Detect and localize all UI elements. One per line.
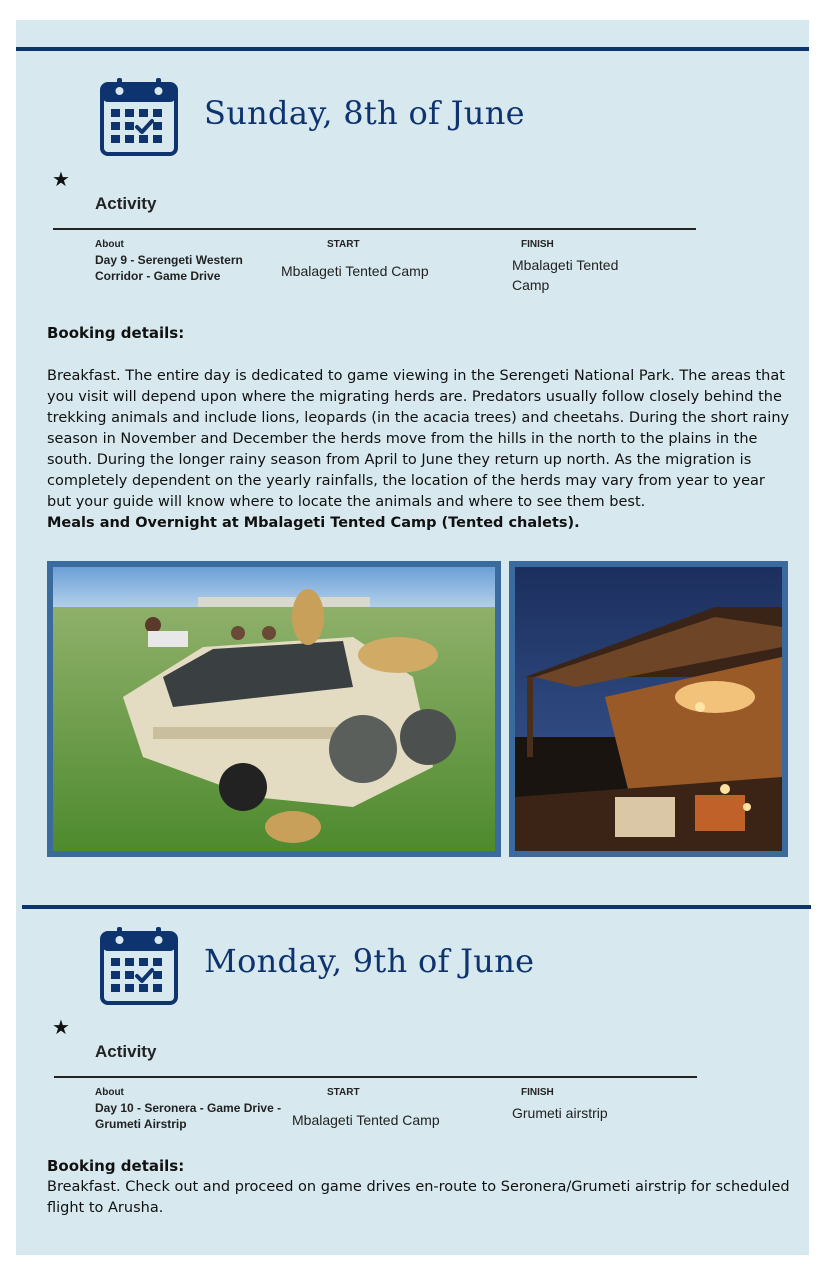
booking-description: Breakfast. Check out and proceed on game drives en-route to Seronera/Grumeti airstrip for scheduled flight to Arusha. bbox=[47, 1179, 790, 1216]
meals-text: Meals and Overnight at Mbalageti Tented Camp (Tented chalets). bbox=[47, 515, 580, 531]
calendar-check-icon bbox=[100, 925, 178, 1005]
description-text: Breakfast. The entire day is dedicated to game viewing in the Serengeti National Park. The areas that you visit will depend upon where the migrating herds are. Predators usually follow closely behind the trekking animals and include lions, leopards (in the acacia trees) and cheetahs. During the short rainy season in November and December the herds move from the hills in the north to the plains in the south. During the longer rainy season from April to June they return up north. As the migration is completely dependent on the yearly rainfalls, the location of the herds may vary from year to year but your guide will know where to locate the animals and where to see them best. bbox=[47, 368, 790, 510]
about-label: About bbox=[95, 239, 124, 250]
about-value: Day 10 - Seronera - Game Drive - Grumeti Airstrip bbox=[95, 1101, 282, 1131]
section-divider bbox=[16, 47, 809, 51]
star-icon: ★ bbox=[52, 1017, 70, 1039]
start-value: Mbalageti Tented Camp bbox=[292, 1112, 440, 1128]
finish-value: Grumeti airstrip bbox=[512, 1105, 608, 1121]
activity-heading: Activity bbox=[95, 194, 157, 213]
finish-label: FINISH bbox=[521, 1087, 554, 1098]
start-value: Mbalageti Tented Camp bbox=[281, 263, 429, 279]
start-label: START bbox=[327, 1087, 360, 1098]
day-title: Monday, 9th of June bbox=[204, 942, 535, 980]
calendar-check-icon bbox=[100, 76, 178, 156]
tented-camp-photo bbox=[509, 561, 788, 857]
booking-heading: Booking details: bbox=[47, 324, 185, 342]
day-section-2 bbox=[16, 900, 809, 1255]
star-icon: ★ bbox=[52, 169, 70, 191]
safari-photo bbox=[47, 561, 501, 857]
divider bbox=[54, 1076, 697, 1078]
section-divider bbox=[22, 905, 811, 909]
activity-heading: Activity bbox=[95, 1042, 157, 1061]
finish-label: FINISH bbox=[521, 239, 554, 250]
divider bbox=[53, 228, 696, 230]
day-title: Sunday, 8th of June bbox=[204, 94, 525, 132]
booking-heading: Booking details: bbox=[47, 1157, 185, 1175]
start-label: START bbox=[327, 239, 360, 250]
day-section-1 bbox=[16, 20, 809, 900]
finish-value: Mbalageti Tented Camp bbox=[512, 257, 619, 293]
about-label: About bbox=[95, 1087, 124, 1098]
about-value: Day 9 - Serengeti Western Corridor - Game Drive bbox=[95, 253, 243, 283]
booking-description bbox=[47, 366, 792, 534]
